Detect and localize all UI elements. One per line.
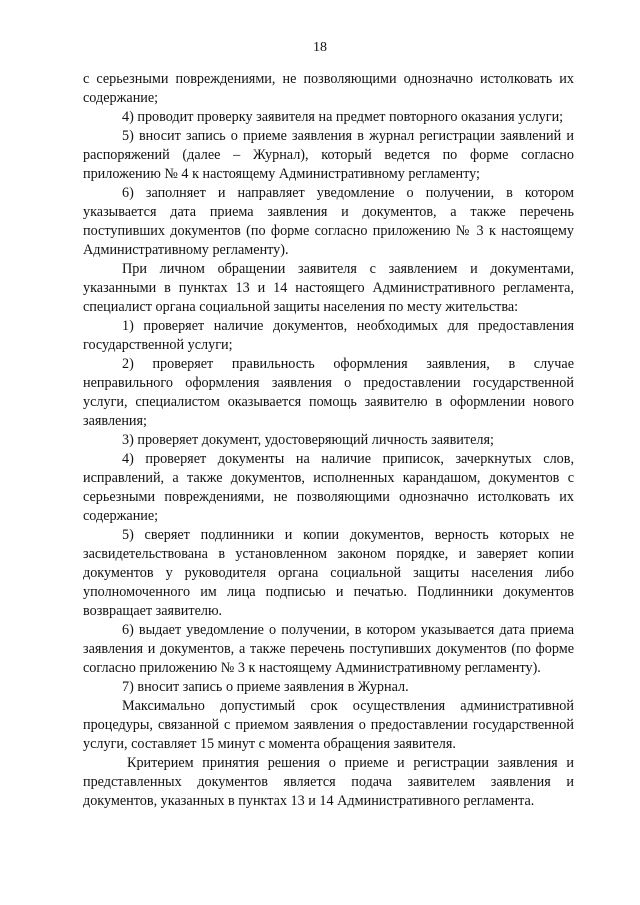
paragraph-personal-appeal: При личном обращении заявителя с заявлением и документами, указанными в пунктах 13 и 14 настоящего Административного регламента, специалист органа социальной защиты населения по месту жительства: [83,261,574,315]
list-item-6-issue-notification: 6) выдает уведомление о получении, в котором указывается дата приема заявления и документов, а также перечень поступивших документов (по форме согласно приложению № 3 к настоящему Административному регламенту). [83,622,574,676]
paragraph-continuation: с серьезными повреждениями, не позволяющими однозначно истолковать их содержание; [83,71,574,106]
page-number: 18 [313,40,327,55]
paragraph-decision-criterion: Критерием принятия решения о приеме и регистрации заявления и представленных документов является подача заявителем заявления и документов, указанных в пунктах 13 и 14 Административного регламента. [83,755,574,809]
list-item-4-check-corrections: 4) проверяет документы на наличие приписок, зачеркнутых слов, исправлений, а также документов, исполненных карандашом, документов с серьезными повреждениями, не позволяющими однозначно истолковать их содержание; [83,451,574,524]
document-body [83,70,574,811]
list-item-3-check-identity: 3) проверяет документ, удостоверяющий личность заявителя; [122,432,494,448]
list-item-5-verify-copies: 5) сверяет подлинники и копии документов, верность которых не засвидетельствована в установленном законом порядке, и заверяет копии документов у руководителя органа социальной защиты населения либо уполномоченного им лица подписью и печатью. Подлинники документов возвращает заявителю. [83,527,574,619]
list-item-4-verify-repeat: 4) проводит проверку заявителя на предмет повторного оказания услуги; [122,109,564,125]
list-item-7-journal-record: 7) вносит запись о приеме заявления в Журнал. [122,679,409,695]
list-item-2-check-application: 2) проверяет правильность оформления заявления, в случае неправильного оформления заявления о предоставлении государственной услуги, специалистом оказывается помощь заявителю в оформлении нового заявления; [83,356,574,429]
list-item-1-check-documents: 1) проверяет наличие документов, необходимых для предоставления государственной услуги; [83,318,574,353]
paragraph-max-duration: Максимально допустимый срок осуществления административной процедуры, связанной с приемом заявления о предоставлении государственной услуги, составляет 15 минут с момента обращения заявителя. [83,698,574,752]
list-item-6-notification: 6) заполняет и направляет уведомление о получении, в котором указывается дата приема заявления и документов, а также перечень поступивших документов (по форме согласно приложению № 3 к настоящему Административному регламенту). [83,185,574,258]
list-item-5-journal-entry: 5) вносит запись о приеме заявления в журнал регистрации заявлений и распоряжений (далее – Журнал), который ведется по форме согласно приложению № 4 к настоящему Административному регламенту; [83,128,574,182]
